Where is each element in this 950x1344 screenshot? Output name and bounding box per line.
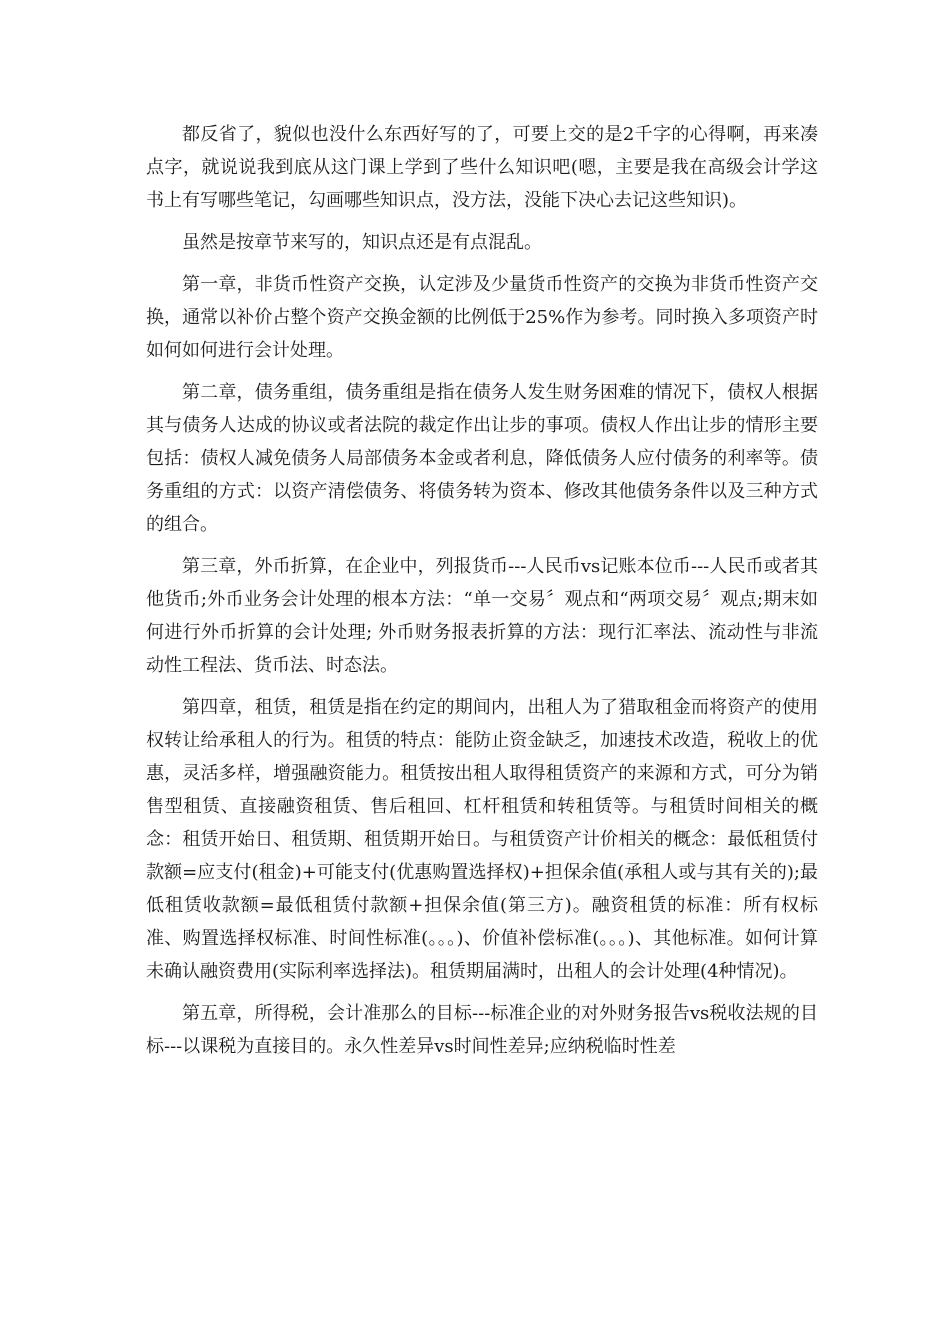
paragraph-chapter-1: 第一章，非货币性资产交换，认定涉及少量货币性资产的交换为非货币性资产交换，通常以补价占整个资产交换金额的比例低于25%作为参考。同时换入多项资产时如何如何进行会计处理。 xyxy=(146,274,818,361)
paragraph-chapter-5: 第五章，所得税，会计准那么的目标---标准企业的对外财务报告vs税收法规的目标---以课税为直接目的。永久性差异vs时间性差异;应纳税临时性差 xyxy=(146,1003,818,1057)
paragraph-intro: 都反省了，貌似也没什么东西好写的了，可要上交的是2千字的心得啊，再来凑点字，就说说我到底从这门课上学到了些什么知识吧(嗯，主要是我在高级会计学这书上有写哪些笔记，勾画哪些知识点，没方法，没能下决心去记这些知识)。 xyxy=(146,124,818,211)
paragraph-chapter-3: 第三章，外币折算，在企业中，列报货币---人民币vs记账本位币---人民币或者其他货币;外币业务会计处理的根本方法：“单一交易〞观点和“两项交易〞观点;期末如何进行外币折算的会计处理; 外币财务报表折算的方法：现行汇率法、流动性与非流动性工程法、货币法、时态法。 xyxy=(146,556,818,676)
document-body xyxy=(146,118,818,1072)
paragraph-note: 虽然是按章节来写的，知识点还是有点混乱。 xyxy=(182,232,542,253)
paragraph-chapter-4: 第四章，租赁，租赁是指在约定的期间内，出租人为了猎取租金而将资产的使用权转让给承租人的行为。租赁的特点：能防止资金缺乏，加速技术改造，税收上的优惠，灵活多样，增强融资能力。租赁按出租人取得租赁资产的来源和方式，可分为销售型租赁、直接融资租赁、售后租回、杠杆租赁和转租赁等。与租赁时间相关的概念：租赁开始日、租赁期、租赁期开始日。与租赁资产计价相关的概念：最低租赁付款额=应支付(租金)+可能支付(优惠购置选择权)+担保余值(承租人或与其有关的);最低租赁收款额=最低租赁付款额+担保余值(第三方)。融资租赁的标准：所有权标准、购置选择权标准、时间性标准(。。。)、价值补偿标准(。。。)、其他标准。如何计算未确认融资费用(实际利率选择法)。租赁期届满时，出租人的会计处理(4种情况)。 xyxy=(146,697,818,982)
paragraph-chapter-2: 第二章，债务重组，债务重组是指在债务人发生财务困难的情况下，债权人根据其与债务人达成的协议或者法院的裁定作出让步的事项。债权人作出让步的情形主要包括：债权人减免债务人局部债务本金或者利息，降低债务人应付债务的利率等。债务重组的方式：以资产清偿债务、将债务转为资本、修改其他债务条件以及三种方式的组合。 xyxy=(146,382,818,535)
